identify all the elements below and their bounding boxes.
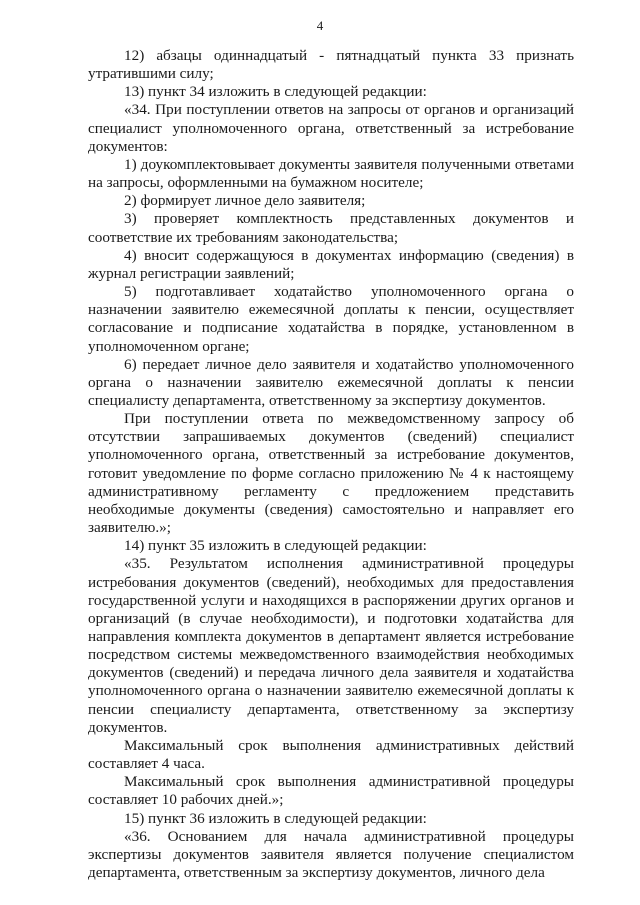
list-item-1: 1) доукомплектовывает документы заявителя полученными ответами на запросы, оформленными на бумажном носителе; [88, 155, 574, 192]
paragraph-12: 12) абзацы одиннадцатый - пятнадцатый пункта 33 признать утратившими силу; [88, 47, 574, 83]
page-number: 4 [316, 18, 324, 33]
paragraph-max-term-actions: Максимальный срок выполнения административных действий составляет 4 часа. [88, 736, 574, 773]
paragraph-max-term-procedure: Максимальный срок выполнения административной процедуры составляет 10 рабочих дней.»; [88, 773, 574, 809]
paragraph-34-intro: «34. При поступлении ответов на запросы от органов и организаций специалист уполномоченного органа, ответственный за истребование документов: [88, 101, 574, 155]
paragraph-13: 13) пункт 34 изложить в следующей редакции: [124, 83, 427, 101]
paragraph-36: «36. Основанием для начала административной процедуры экспертизы документов заявителя является получение специалистом департамента, ответственным за экспертизу документов, личного дела [88, 827, 574, 882]
paragraph-35: «35. Результатом исполнения административной процедуры истребования документов (сведений), необходимых для предоставления государственной услуги и находящихся в распоряжении других органов и организаций (в случае необходимости), и подготовки ходатайства для направления комплекта документов в департамент является истребование посредством системы межведомственного взаимодействия необходимых документов (сведений) и передача личного дела заявителя и ходатайства уполномоченного органа о назначении заявителю ежемесячной доплаты к пенсии специалисту департамента, ответственному за экспертизу документов. [88, 555, 574, 736]
list-item-4: 4) вносит содержащуюся в документах информацию (сведения) в журнал регистрации заявлений; [88, 246, 574, 282]
document-body [88, 47, 574, 882]
list-item-2: 2) формирует личное дело заявителя; [124, 192, 366, 210]
paragraph-response-absent: При поступлении ответа по межведомственному запросу об отсутствии запрашиваемых документов (сведений) специалист уполномоченного органа, ответственный за истребование документов, готовит уведомление по форме согласно приложению № 4 к настоящему административному регламенту с предложением представить необходимые документы (сведения) самостоятельно и направляет его заявителю.»; [88, 410, 574, 537]
list-item-5: 5) подготавливает ходатайство уполномоченного органа о назначении заявителю ежемесячной доплаты к пенсии, осуществляет согласование и подписание ходатайства в порядке, установленном в уполномоченном органе; [88, 283, 574, 355]
list-item-3: 3) проверяет комплектность представленных документов и соответствие их требованиям законодательства; [88, 210, 574, 246]
paragraph-15: 15) пункт 36 изложить в следующей редакции: [124, 809, 427, 827]
paragraph-14: 14) пункт 35 изложить в следующей редакции: [124, 537, 427, 555]
list-item-6: 6) передает личное дело заявителя и ходатайство уполномоченного органа о назначении заявителю ежемесячной доплаты к пенсии специалисту департамента, ответственному за экспертизу документов. [88, 355, 574, 409]
